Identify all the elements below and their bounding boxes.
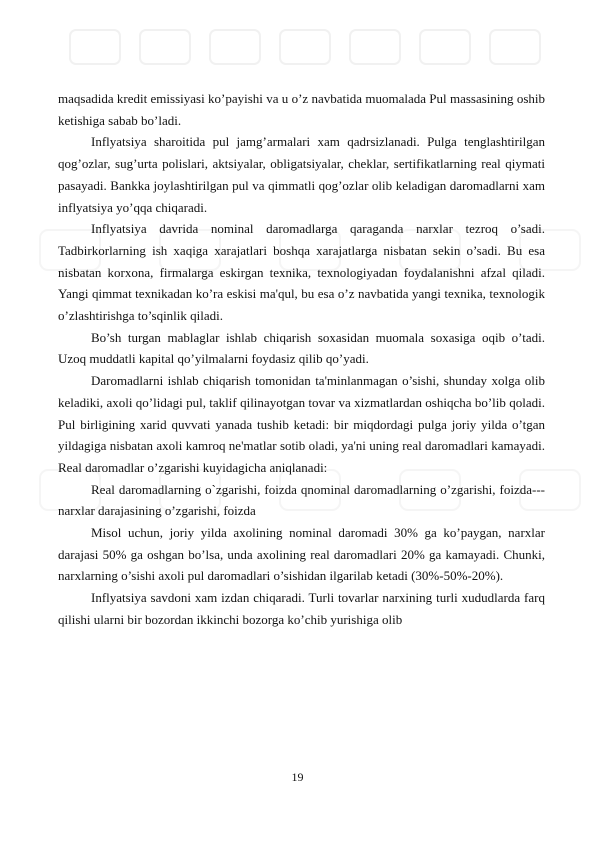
paragraph: Inflyatsiya savdoni xam izdan chiqaradi. Turli tovarlar narxining turli xududlarda farq qilishi ularni bir bozordan ikkinchi bozorga ko’chib yurishiga olib xyxy=(58,590,545,627)
document-body xyxy=(58,88,545,631)
paragraph: Inflyatsiya davrida nominal daromadlarga qaraganda narxlar tezroq o’sadi. Tadbirkorlarning ish xaqiga xarajatlari boshqa xarajatlarga nisbatan sekin o’sadi. Bu esa nisbatan korxona, firmalarga eskirgan texnika, texnologiyadan foydalanishni afzal qiladi. Yangi qimmat texnikadan ko’ra eskisi ma'qul, bu esa o’z navbatida yangi texnika, texnologik o’zlashtirishga to’sqinlik qiladi. xyxy=(58,221,545,324)
paragraph: maqsadida kredit emissiyasi ko’payishi va u o’z navbatida muomalada Pul massasining oshib ketishiga sabab bo’ladi. xyxy=(58,91,545,128)
paragraph: Bo’sh turgan mablaglar ishlab chiqarish soxasidan muomala soxasiga oqib o’tadi. Uzoq muddatli kapital qo’yilmalarni foydasiz qilib qo’yadi. xyxy=(58,329,545,367)
paragraph: Misol uchun, joriy yilda axolining nominal daromadi 30% ga ko’paygan, narxlar darajasi 50% ga oshgan bo’lsa, unda axolining real daromadlari 20% ga kamayadi. Chunki, narxlarning o’sishi axoli pul daromadlari o’sishidan ilgarilab ketadi (30%-50%-20%). xyxy=(58,525,545,584)
page-number: 19 xyxy=(291,770,304,784)
paragraph: Inflyatsiya sharoitida pul jamg’armalari xam qadrsizlanadi. Pulga tenglashtirilgan qog’ozlar, sug’urta polislari, aktsiyalar, obligatsiyalar, cheklar, sertifikatlarning real qiymati pasayadi. Bankka joylashtirilgan pul va qimmatli qog’ozlar olib keladigan daromadlarni xam inflyatsiya yo’qqa chiqaradi. xyxy=(58,134,545,215)
paragraph: Daromadlarni ishlab chiqarish tomonidan ta'minlanmagan o’sishi, shunday xolga olib keladiki, axoli qo’lidagi pul, taklif qilinayotgan tovar va xizmatlardan oshiqcha bo’lib qoladi. Pul birligining xarid quvvati yanada tushib ketadi: bir miqdordagi pulga joriy yilda o’tgan yildagiga nisbatan axoli kamroq ne'matlar sotib oladi, ya'ni uning real daromadlari kamayadi. Real daromadlar o’zgarishi kuyidagicha aniqlanadi: xyxy=(58,373,545,475)
paragraph: Real daromadlarning o`zgarishi, foizda qnominal daromadlarning o’zgarishi, foizda---narxlar darajasining o’zgarishi, foizda xyxy=(58,481,545,519)
